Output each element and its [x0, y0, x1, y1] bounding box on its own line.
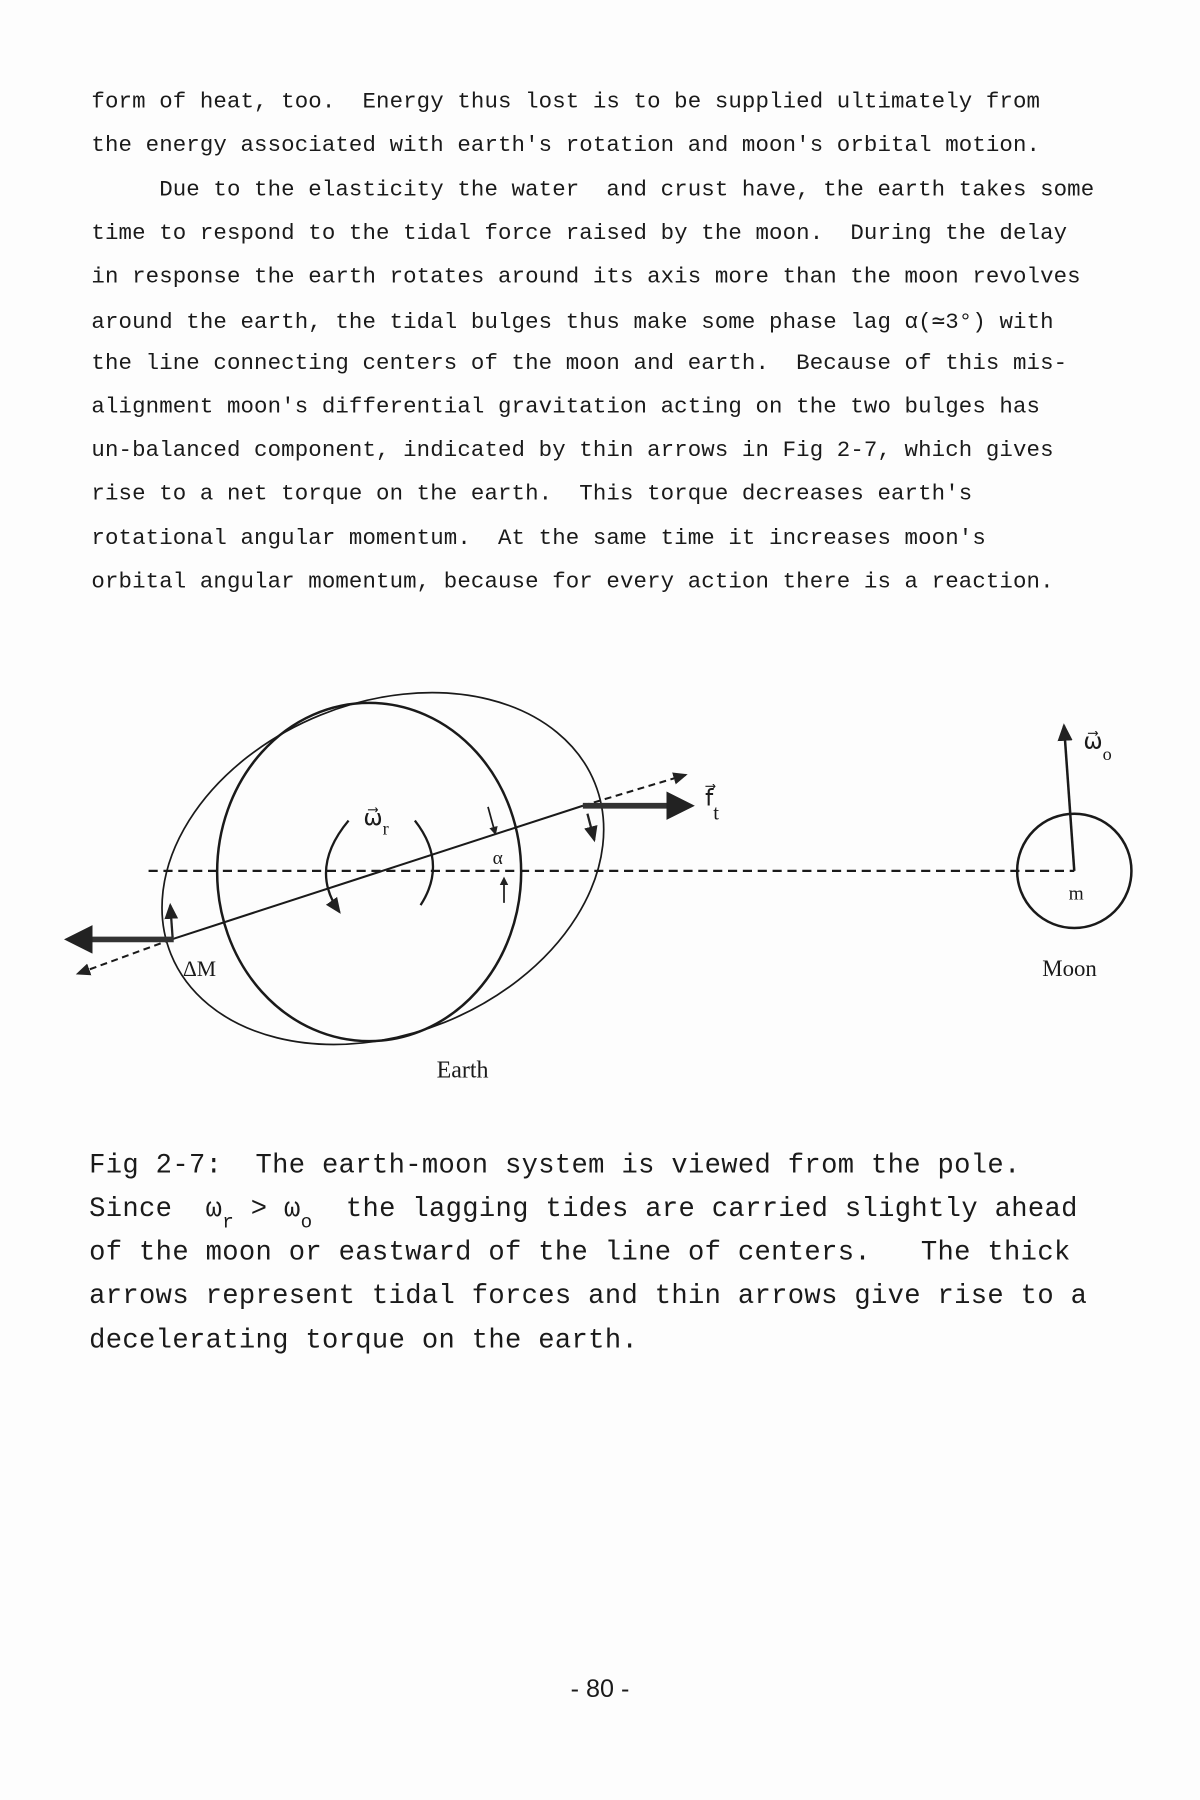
caption-line: Fig 2-7: The earth-moon system is viewed from the pole. — [89, 1150, 1021, 1182]
body-line: the energy associated with earth's rotation and moon's orbital motion. — [91, 132, 1041, 158]
body-line: Due to the elasticity the water and crust have, the earth takes some — [91, 177, 1095, 203]
page-number: - 80 - — [570, 1674, 630, 1703]
body-line: form of heat, too. Energy thus lost is to be supplied ultimately from — [91, 89, 1041, 115]
alpha-label: α — [492, 847, 503, 869]
caption-text: the lagging tides are carried slightly ahead — [312, 1194, 1078, 1226]
subscript: o — [300, 1212, 313, 1235]
body-line: around the earth, the tidal bulges thus make some phase lag α(≃3°) with — [91, 309, 1054, 335]
caption-line — [89, 1194, 1078, 1235]
body-line: un-balanced component, indicated by thin arrows in Fig 2-7, which gives — [91, 437, 1054, 463]
tidal-bulge-ellipse — [109, 629, 657, 1108]
caption-line: arrows represent tidal forces and thin arrows give rise to a — [89, 1281, 1088, 1312]
body-line: rise to a net torque on the earth. This torque decreases earth's — [91, 481, 973, 507]
body-line: in response the earth rotates around its axis more than the moon revolves — [91, 263, 1081, 290]
earth-label: Earth — [436, 1057, 489, 1084]
moon-mass-label: m — [1068, 883, 1084, 905]
moon-label: Moon — [1042, 955, 1097, 981]
rotation-arrow-icon — [326, 821, 349, 912]
caption-text: Since ω — [89, 1194, 223, 1226]
rotation-arc — [415, 821, 433, 906]
body-line: the line connecting centers of the moon and earth. Because of this mis- — [91, 350, 1068, 376]
thin-arrow-dashed-left — [78, 939, 172, 973]
bulge-motion-arrow-right — [587, 814, 594, 840]
body-line: orbital angular momentum, because for every action there is a reaction. — [91, 569, 1054, 595]
omega-r-label: $\omega⃗_r$ — [363, 805, 389, 839]
moon-omega-vector — [1064, 726, 1074, 871]
subscript: r — [222, 1212, 235, 1235]
alpha-arrow-down — [488, 807, 495, 832]
caption-line: of the moon or eastward of the line of centers. The thick — [89, 1237, 1071, 1269]
body-line: rotational angular momentum. At the same time it increases moon's — [91, 525, 986, 551]
delta-m-label: ΔM — [182, 956, 217, 981]
caption-line: decelerating torque on the earth. — [89, 1325, 639, 1357]
bulge-motion-arrow-left — [170, 905, 172, 937]
tidal-force-label: f⃗t — [705, 785, 719, 825]
caption-text: > ω — [234, 1194, 301, 1226]
body-line: alignment moon's differential gravitation acting on the two bulges has — [91, 394, 1041, 420]
body-line: time to respond to the tidal force raised by the moon. During the delay — [91, 220, 1068, 246]
omega-o-label: $\omega⃗_o$ — [1083, 728, 1112, 764]
